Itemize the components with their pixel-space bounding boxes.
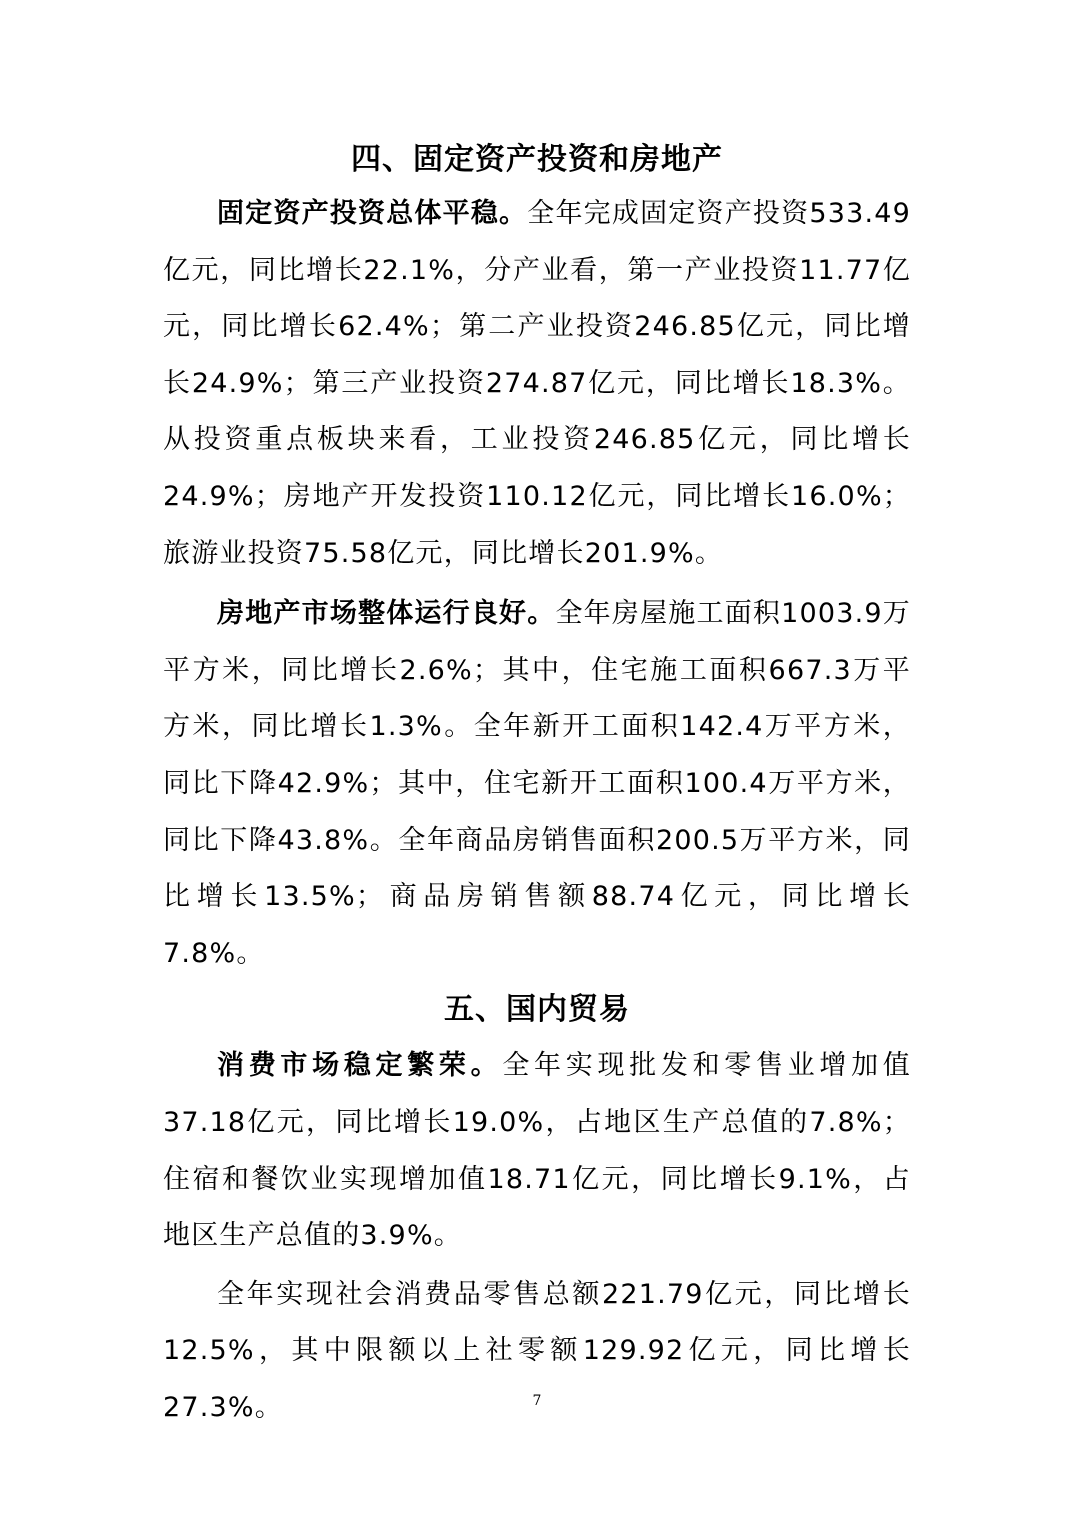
- paragraph-lead-real-estate: 房地产市场整体运行良好。: [217, 598, 556, 630]
- page-content: [163, 134, 911, 1436]
- paragraph-consumer-market: [163, 1038, 911, 1264]
- paragraph-retail-sales: 全年实现社会消费品零售总额221.79亿元，同比增长12.5%，其中限额以上社零额129.92亿元，同比增长27.3%。: [163, 1278, 911, 1423]
- section-heading-domestic-trade: 五、国内贸易: [444, 992, 630, 1028]
- paragraph-body-fixed-asset: 全年完成固定资产投资533.49亿元，同比增长22.1%，分产业看，第一产业投资11.77亿元，同比增长62.4%；第二产业投资246.85亿元，同比增长24.9%；第三产业投资274.87亿元，同比增长18.3%。从投资重点板块来看，工业投资246.85亿元，同比增长24.9%；房地产开发投资110.12亿元，同比增长16.0%；旅游业投资75.58亿元，同比增长201.9%。: [163, 198, 911, 569]
- section-heading-fixed-asset-investment: 四、固定资产投资和房地产: [351, 142, 723, 177]
- page-number: 7: [532, 1393, 542, 1409]
- paragraph-real-estate-market: [163, 586, 911, 982]
- paragraph-lead-fixed-asset: 固定资产投资总体平稳。: [217, 198, 528, 229]
- paragraph-body-real-estate: 全年房屋施工面积1003.9万平方米，同比增长2.6%；其中，住宅施工面积667.3万平方米，同比增长1.3%。全年新开工面积142.4万平方米，同比下降42.9%；其中，住宅新开工面积100.4万平方米，同比下降43.8%。全年商品房销售面积200.5万平方米，同比增长13.5%；商品房销售额88.74亿元，同比增长7.8%。: [163, 598, 911, 969]
- paragraph-fixed-asset-investment: [163, 186, 911, 582]
- paragraph-lead-consumer-market: 消费市场稳定繁荣。: [217, 1050, 503, 1082]
- paragraph-body-consumer-market: 全年实现批发和零售业增加值37.18亿元，同比增长19.0%，占地区生产总值的7.8%；住宿和餐饮业实现增加值18.71亿元，同比增长9.1%，占地区生产总值的3.9%。: [163, 1050, 911, 1252]
